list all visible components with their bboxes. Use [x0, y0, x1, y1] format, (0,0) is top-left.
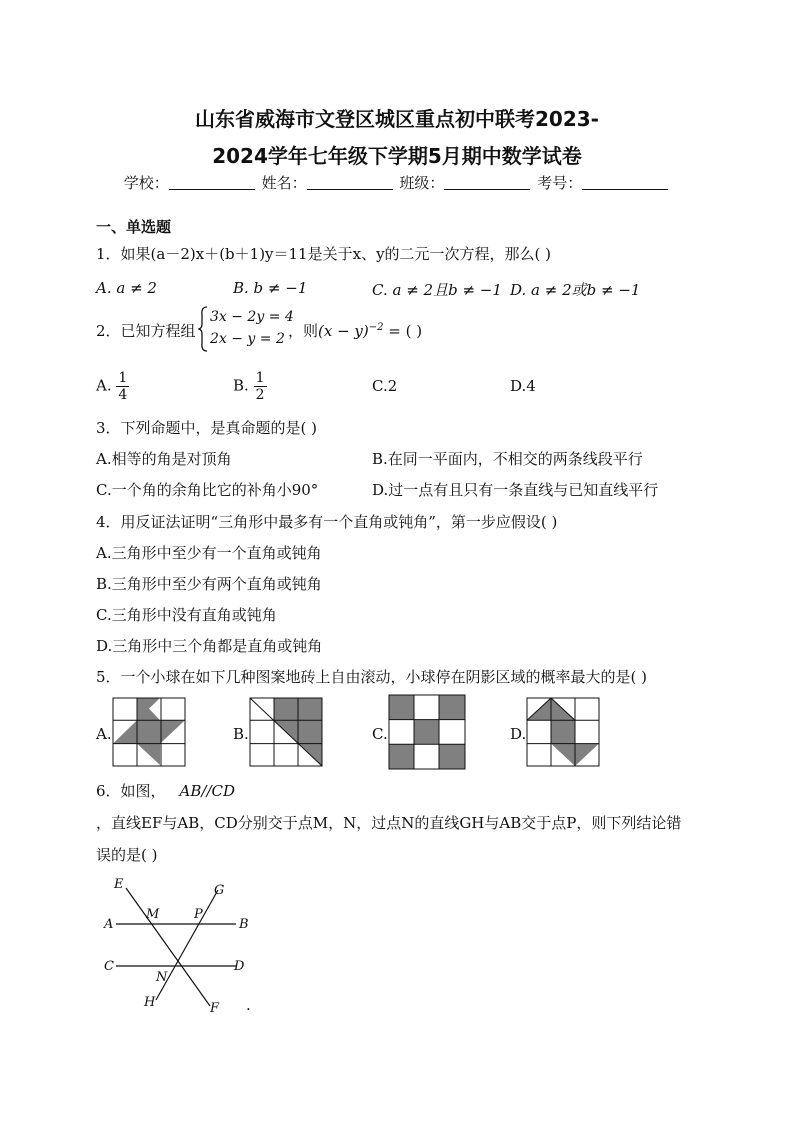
number-label: 考号：: [537, 174, 583, 192]
class-blank[interactable]: [444, 175, 530, 190]
label-e: E: [114, 877, 124, 892]
q3-option-b[interactable]: B.在同一平面内，不相交的两条线段平行: [372, 450, 643, 468]
student-info-row: [0, 172, 794, 193]
q2-exponent: −2: [368, 322, 384, 333]
q1-option-d[interactable]: D. a ≠ 2或b ≠ −1: [510, 281, 641, 299]
q1-option-b[interactable]: B. b ≠ −1: [233, 279, 308, 297]
q6-stem-line2: ，直线EF与AB，CD分别交于点M，N，过点N的直线GH与AB交于点P，则下列结论错: [96, 814, 682, 832]
label-g: G: [214, 883, 225, 898]
label-m: M: [146, 907, 160, 922]
school-label: 学校：: [123, 174, 169, 192]
q2-option-a[interactable]: [96, 370, 129, 403]
q4-option-b[interactable]: B.三角形中至少有两个直角或钝角: [96, 575, 322, 593]
q2-option-b[interactable]: [233, 370, 267, 403]
label-c: C: [104, 959, 114, 974]
exam-title-line1: 山东省威海市文登区城区重点初中联考2023-: [195, 107, 599, 131]
label-n: N: [156, 970, 168, 985]
q2-system-brace: [198, 306, 208, 352]
q6-stem-line1: [96, 780, 235, 801]
label-p: P: [194, 907, 203, 922]
q5-tile-d[interactable]: [526, 697, 600, 767]
class-label: 班级：: [399, 174, 445, 192]
q5-option-d-label[interactable]: D.: [510, 725, 527, 743]
q2-tail: = ( ): [383, 322, 423, 340]
q2-stem-prefix: 2．已知方程组: [96, 322, 196, 340]
q2-b-fraction: $\frac{1}{2}$: [255, 370, 265, 403]
q2-stem-suffix: [288, 320, 422, 341]
q1-stem: 1．如果(a－2)x＋(b＋1)y＝11是关于x、y的二元一次方程，那么( ): [96, 245, 552, 263]
q2-a-label: A.: [96, 376, 112, 395]
q5-option-a-label[interactable]: A.: [96, 725, 112, 743]
q2-b-label: B.: [233, 376, 249, 395]
q5-tile-a[interactable]: [112, 697, 186, 767]
q4-option-d[interactable]: D.三角形中三个角都是直角或钝角: [96, 637, 323, 655]
q6-figure-trailing-dot: .: [246, 996, 251, 1014]
q2-equation-1: 3x − 2y = 4: [210, 309, 294, 325]
section-title-single-choice: 一、单选题: [96, 218, 172, 236]
number-blank[interactable]: [582, 175, 668, 190]
label-a: A: [104, 917, 114, 932]
label-h: H: [144, 995, 156, 1010]
q2-option-c[interactable]: C.2: [372, 377, 398, 395]
q1-option-a[interactable]: A. a ≠ 2: [96, 279, 157, 297]
q1-option-c[interactable]: C. a ≠ 2且b ≠ −1: [372, 281, 502, 299]
label-f: F: [210, 1001, 220, 1016]
q4-option-c[interactable]: C.三角形中没有直角或钝角: [96, 606, 277, 624]
q6-geometry-figure: [100, 874, 260, 1016]
q6-intro: 6．如图，: [96, 782, 166, 800]
name-blank[interactable]: [307, 175, 393, 190]
q3-stem: 3．下列命题中，是真命题的是( ): [96, 419, 318, 437]
q2-option-d[interactable]: D.4: [510, 377, 536, 395]
name-label: 姓名：: [261, 174, 307, 192]
q6-stem-line3: 误的是( ): [96, 846, 158, 864]
exam-title-line2: 2024学年七年级下学期5月期中数学试卷: [212, 144, 582, 168]
q5-tile-c[interactable]: [388, 694, 466, 770]
q2-equation-2: 2x − y = 2: [210, 331, 285, 347]
q5-tile-b[interactable]: [249, 697, 323, 767]
q4-option-a[interactable]: A.三角形中至少有一个直角或钝角: [96, 544, 322, 562]
label-d: D: [234, 959, 245, 974]
q3-option-d[interactable]: D.过一点有且只有一条直线与已知直线平行: [372, 481, 659, 499]
q2-a-fraction: $\frac{1}{4}$: [118, 370, 128, 403]
school-blank[interactable]: [169, 175, 255, 190]
label-b: B: [239, 917, 249, 932]
q6-parallel-condition: AB//CD: [179, 782, 236, 800]
q4-stem: 4．用反证法证明“三角形中最多有一个直角或钝角”，第一步应假设( ): [96, 513, 558, 531]
q5-stem: 5．一个小球在如下几种图案地砖上自由滚动，小球停在阴影区域的概率最大的是( ): [96, 668, 648, 686]
line-ef: [126, 888, 210, 1006]
q2-suffix-text: ，则: [288, 322, 319, 340]
q5-option-b-label[interactable]: B.: [233, 725, 249, 743]
q2-expression: (x − y): [318, 322, 369, 340]
q3-option-a[interactable]: A.相等的角是对顶角: [96, 450, 232, 468]
q5-option-c-label[interactable]: C.: [372, 725, 388, 743]
q3-option-c[interactable]: C.一个角的余角比它的补角小90°: [96, 481, 319, 499]
